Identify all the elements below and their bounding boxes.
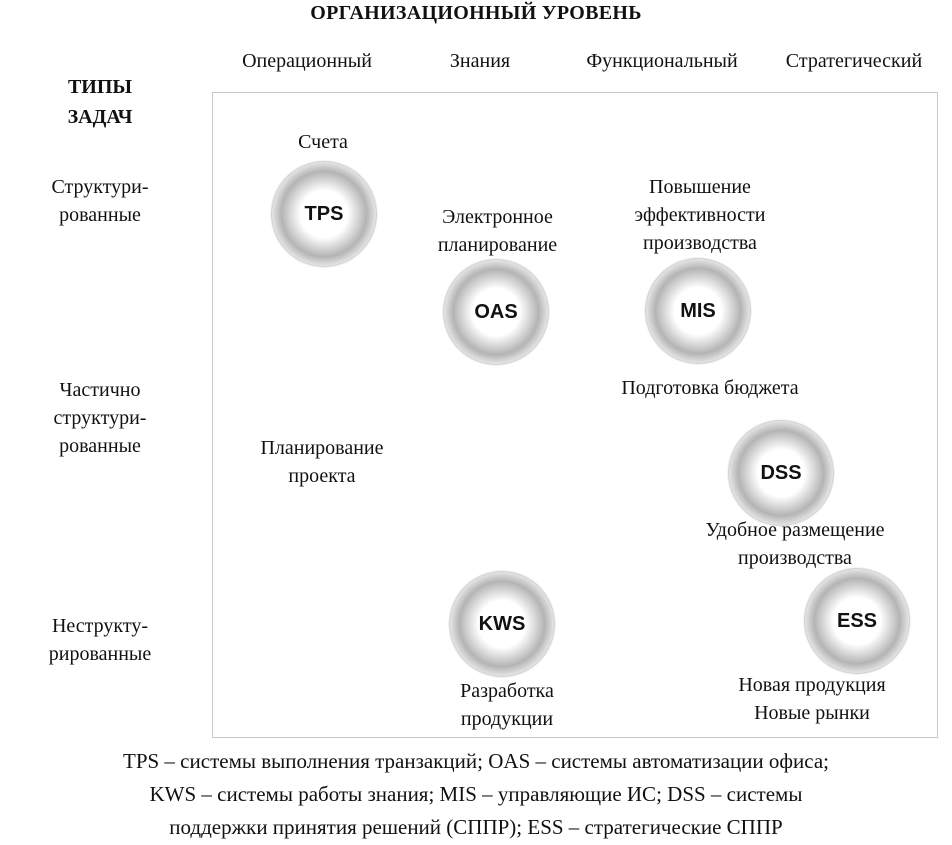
project-caption-line: проекта bbox=[288, 465, 356, 487]
dss-caption bbox=[670, 516, 920, 572]
legend bbox=[0, 745, 952, 844]
mis-caption-line: Повышение bbox=[649, 176, 751, 198]
ess-caption-line: Новые рынки bbox=[754, 702, 870, 724]
oas-caption bbox=[405, 203, 590, 259]
kws-caption-line: продукции bbox=[460, 708, 554, 730]
row-label-line: рованные bbox=[59, 435, 141, 457]
dss-caption-line: Удобное размещение bbox=[705, 519, 885, 541]
row-label-line: Частично bbox=[59, 379, 141, 401]
oas-caption-line: планирование bbox=[437, 234, 558, 256]
mis-circle: MIS bbox=[646, 259, 750, 363]
row-label-semi-structured bbox=[20, 376, 180, 460]
legend-line: TPS – системы выполнения транзакций; OAS – системы автоматизации офиса; bbox=[123, 749, 829, 773]
kws-circle: KWS bbox=[450, 572, 554, 676]
kws-caption-line: Разработка bbox=[460, 680, 554, 702]
legend-line: поддержки принятия решений (СППР); ESS – стратегические СППР bbox=[169, 815, 783, 839]
diagram-title: ОРГАНИЗАЦИОННЫЙ УРОВЕНЬ bbox=[310, 2, 642, 24]
column-header-knowledge: Знания bbox=[449, 50, 511, 72]
column-header-strategic: Стратегический bbox=[785, 50, 923, 72]
mis-caption-bottom: Подготовка бюджета bbox=[621, 377, 799, 399]
project-caption-line: Планирование bbox=[260, 437, 384, 459]
ess-caption-line: Новая продукция bbox=[738, 674, 886, 696]
tps-caption: Счета bbox=[298, 131, 348, 153]
legend-line: KWS – системы работы знания; MIS – управляющие ИС; DSS – системы bbox=[149, 782, 803, 806]
dss-caption-line: производства bbox=[738, 547, 852, 569]
ess-caption bbox=[712, 671, 912, 727]
dss-circle: DSS bbox=[729, 421, 833, 525]
row-axis-title bbox=[40, 72, 160, 132]
row-label-line: Структури- bbox=[51, 176, 149, 198]
oas-caption-line: Электронное bbox=[442, 206, 553, 228]
oas-circle: OAS bbox=[444, 260, 548, 364]
row-label-unstructured bbox=[20, 612, 180, 668]
mis-caption-line: производства bbox=[643, 232, 757, 254]
row-label-line: рированные bbox=[48, 643, 152, 665]
mis-caption-top bbox=[600, 173, 800, 257]
ess-circle: ESS bbox=[805, 569, 909, 673]
row-axis-title-line: ЗАДАЧ bbox=[67, 106, 133, 128]
row-label-line: Неструкту- bbox=[51, 615, 148, 637]
column-header-functional: Функциональный bbox=[586, 50, 738, 72]
row-label-line: рованные bbox=[59, 204, 141, 226]
row-axis-title-line: ТИПЫ bbox=[67, 76, 133, 98]
row-label-structured bbox=[20, 173, 180, 229]
column-header-operational: Операционный bbox=[242, 50, 372, 72]
project-planning-caption bbox=[232, 434, 412, 490]
row-label-line: структури- bbox=[53, 407, 147, 429]
kws-caption bbox=[432, 677, 582, 733]
tps-circle: TPS bbox=[272, 162, 376, 266]
mis-caption-line: эффективности bbox=[634, 204, 766, 226]
